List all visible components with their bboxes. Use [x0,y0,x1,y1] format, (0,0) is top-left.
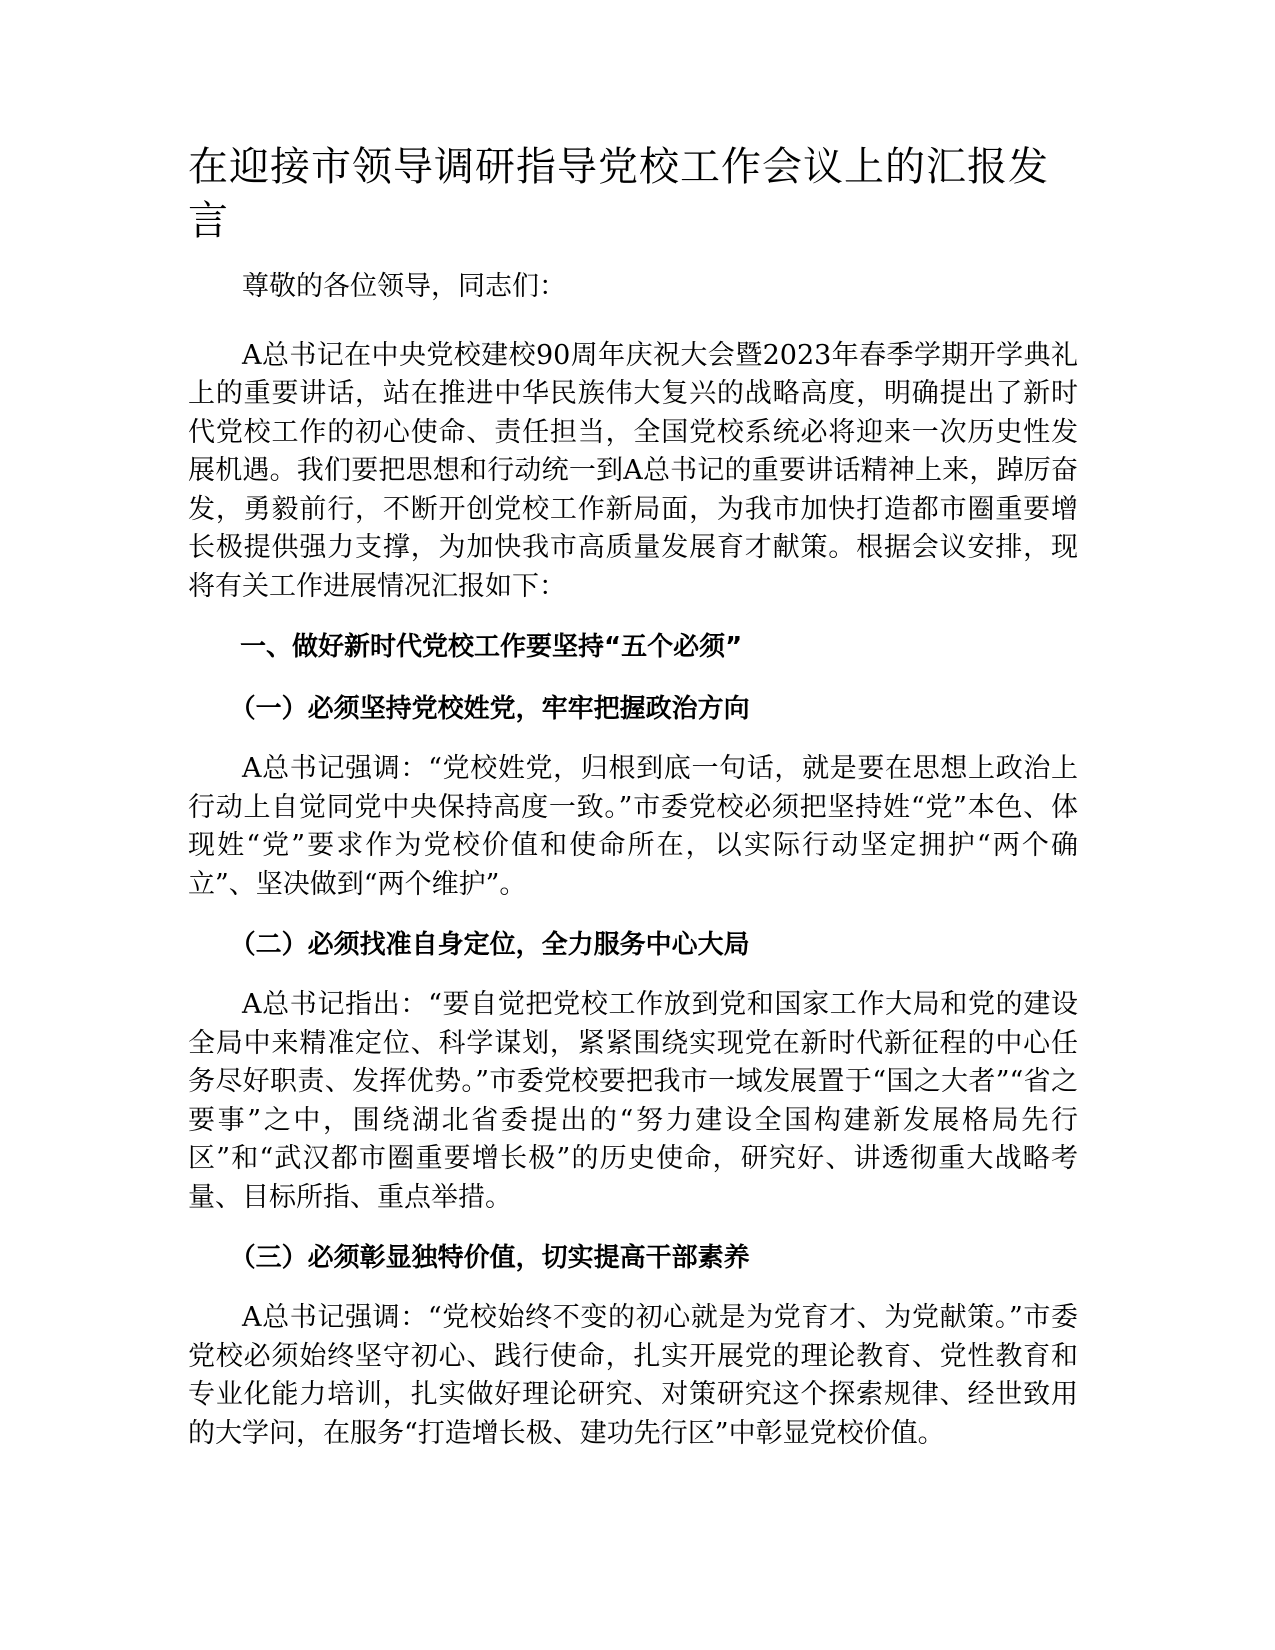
subsection-heading-1: （一）必须坚持党校姓党，牢牢把握政治方向 [229,694,750,724]
subsection-heading-3: （三）必须彰显独特价值，切实提高干部素养 [229,1243,750,1273]
greeting-paragraph: 尊敬的各位领导，同志们： [242,271,566,302]
document-title: 在迎接市领导调研指导党校工作会议上的汇报发言 [188,144,1049,244]
subsection-body-3: A总书记强调：“党校始终不变的初心就是为党育才、为党献策。”市委党校必须始终坚守初心、践行使命，扎实开展党的理论教育、党性教育和专业化能力培训，扎实做好理论研究、对策研究这个探索规律、经世致用的大学问，在服务“打造增长极、建功先行区”中彰显党校价值。 [188,1302,1078,1449]
subsection-body-2: A总书记指出：“要自觉把党校工作放到党和国家工作大局和党的建设全局中来精准定位、科学谋划，紧紧围绕实现党在新时代新征程的中心任务尽好职责、发挥优势。”市委党校要把我市一域发展置于“国之大者”“省之要事”之中，围绕湖北省委提出的“努力建设全国构建新发展格局先行区”和“武汉都市圈重要增长极”的历史使命，研究好、讲透彻重大战略考量、目标所指、重点举措。 [188,989,1078,1213]
intro-paragraph: A总书记在中央党校建校90周年庆祝大会暨2023年春季学期开学典礼上的重要讲话，站在推进中华民族伟大复兴的战略高度，明确提出了新时代党校工作的初心使命、责任担当，全国党校系统必将迎来一次历史性发展机遇。我们要把思想和行动统一到A总书记的重要讲话精神上来，踔厉奋发，勇毅前行，不断开创党校工作新局面，为我市加快打造都市圈重要增长极提供强力支撑，为加快我市高质量发展育才献策。根据会议安排，现将有关工作进展情况汇报如下： [188,339,1078,602]
section-heading: 一、做好新时代党校工作要坚持“五个必须” [240,632,743,662]
subsection-body-1: A总书记强调：“党校姓党，归根到底一句话，就是要在思想上政治上行动上自觉同党中央保持高度一致。”市委党校必须把坚持姓“党”本色、体现姓“党”要求作为党校价值和使命所在，以实际行动坚定拥护“两个确立”、坚决做到“两个维护”。 [188,753,1078,900]
subsection-heading-2: （二）必须找准自身定位，全力服务中心大局 [229,930,750,960]
document-page [188,140,1078,1475]
